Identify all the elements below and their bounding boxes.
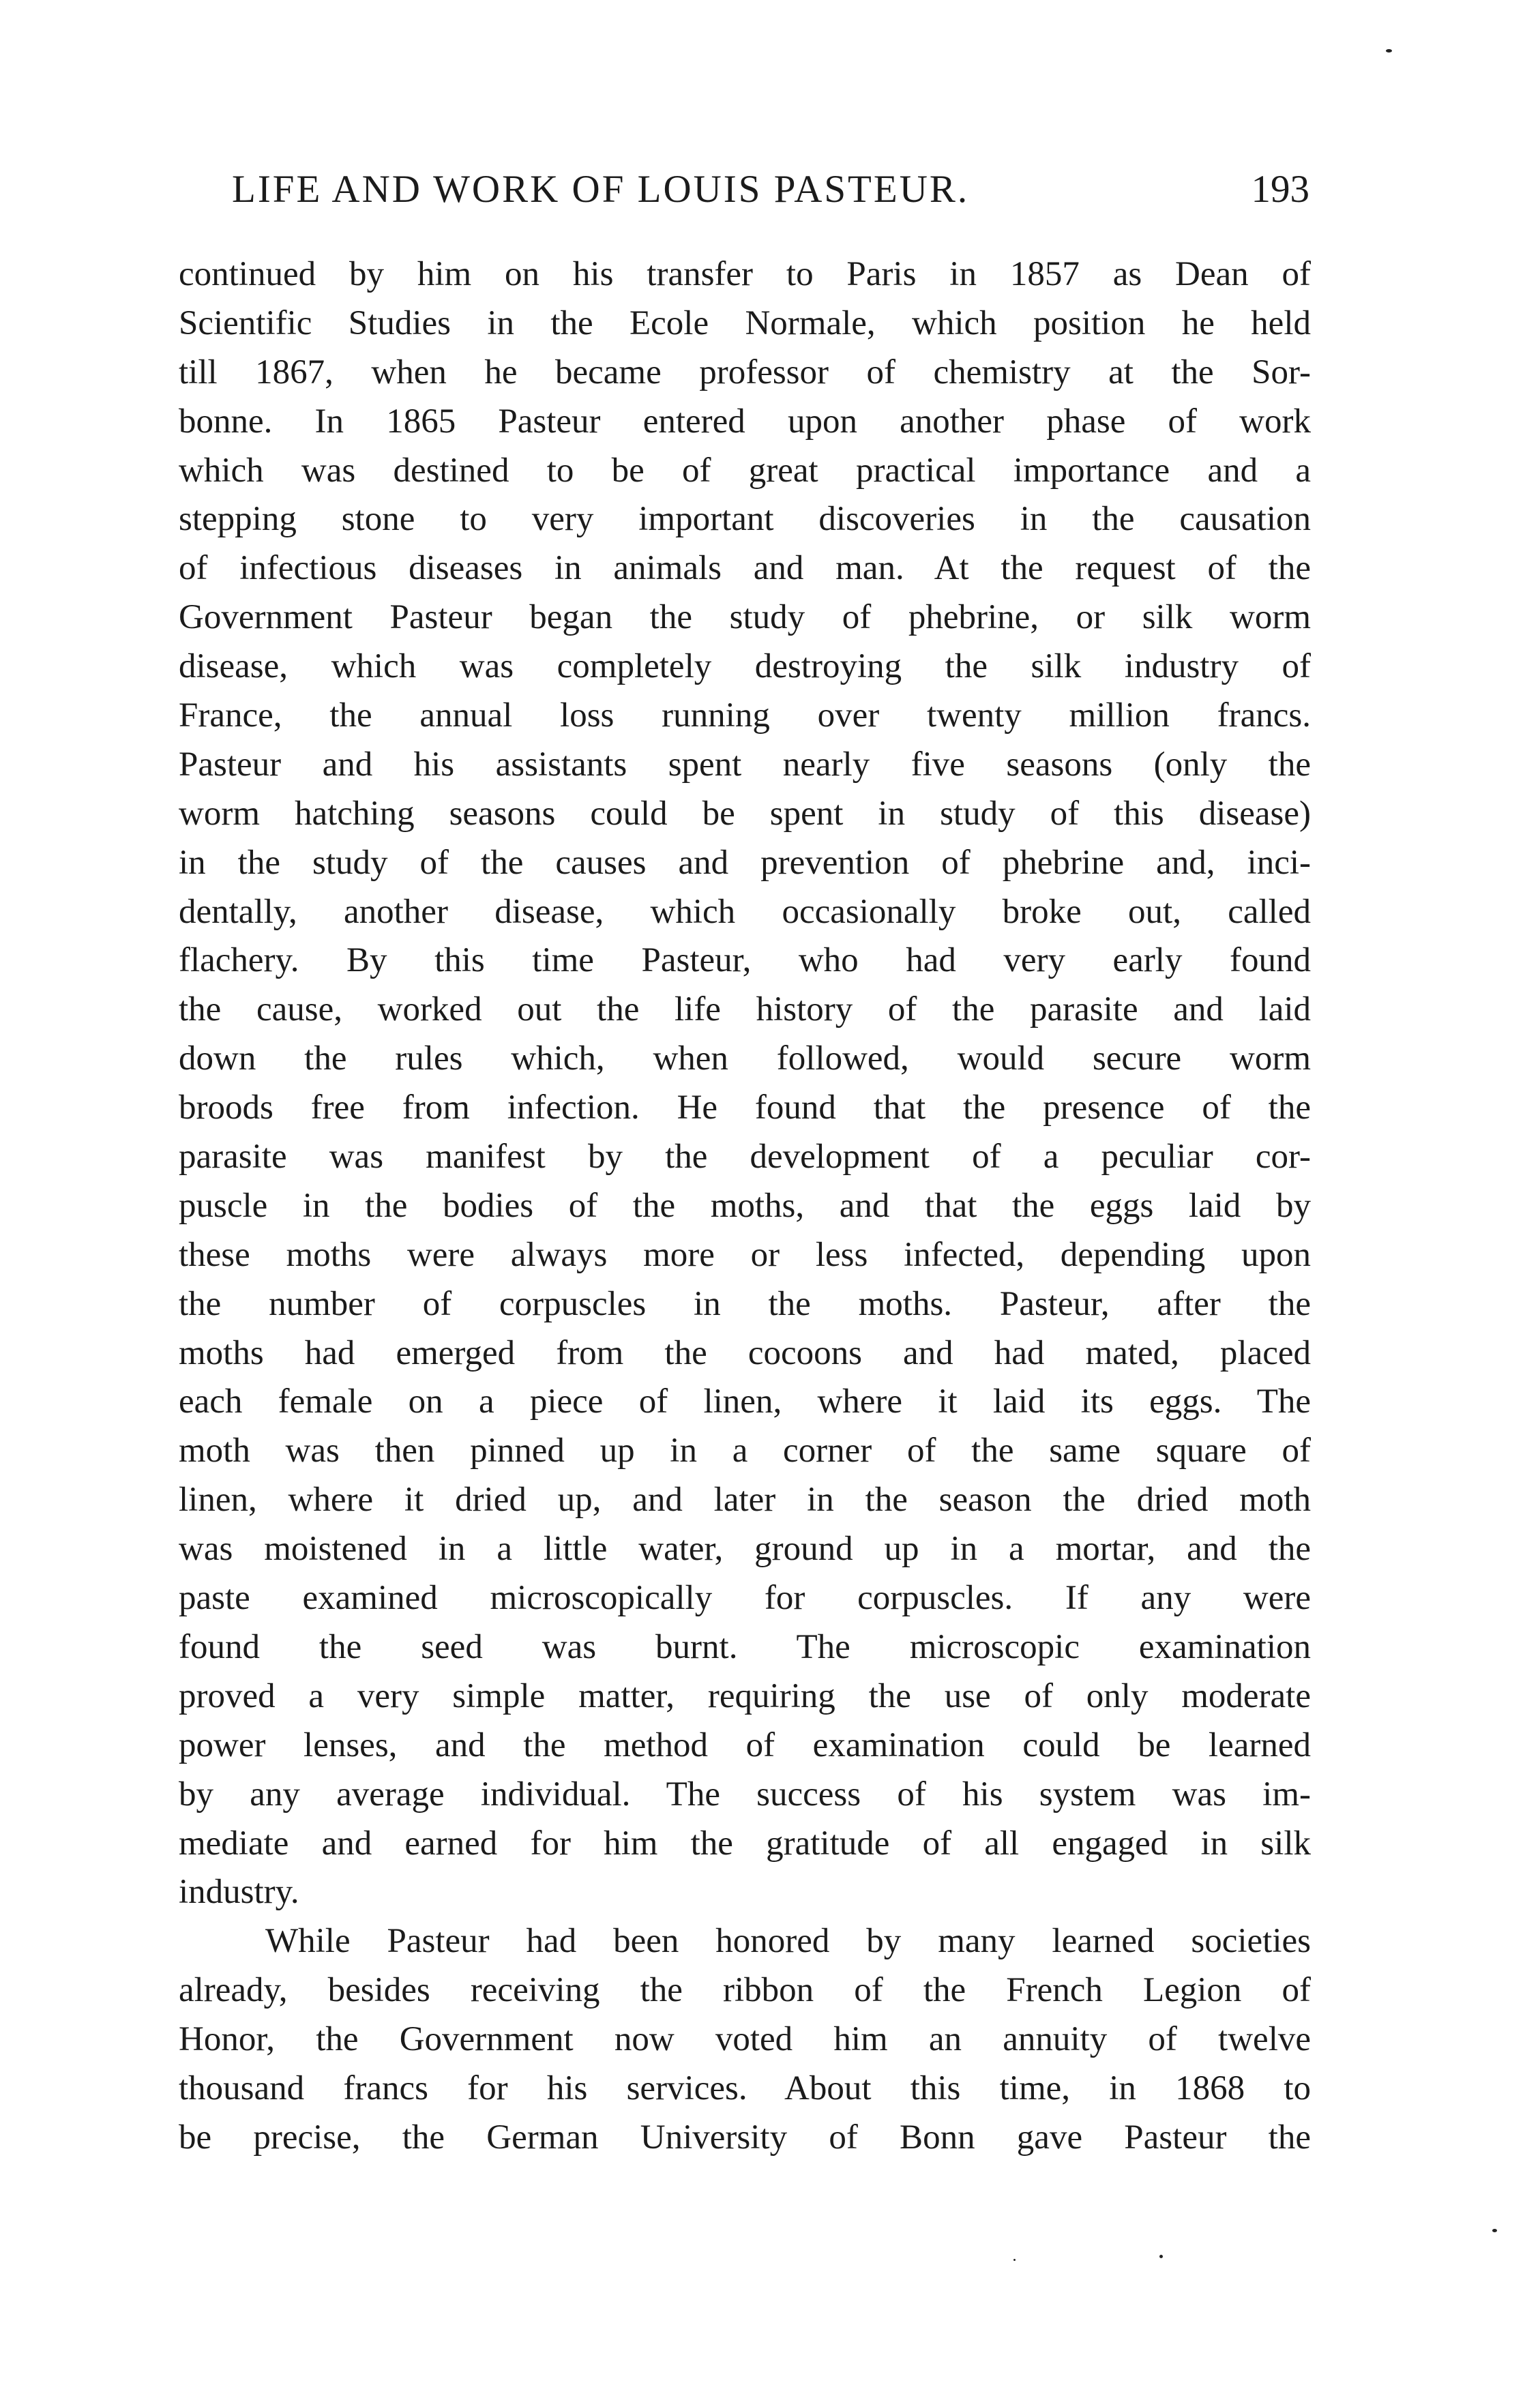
- text-line: by any average individual. The success of his system was im-: [179, 1775, 1311, 1814]
- text-line: found the seed was burnt. The microscopic examination: [179, 1627, 1311, 1666]
- page-number: 193: [1251, 168, 1309, 211]
- text-line: proved a very simple matter, requiring the use of only moderate: [179, 1676, 1311, 1715]
- text-line: moth was then pinned up in a corner of the same square of: [179, 1432, 1311, 1470]
- text-line: disease, which was completely destroying the silk industry of: [179, 647, 1311, 686]
- text-line: flachery. By this time Pasteur, who had very early found: [179, 941, 1311, 980]
- scan-speck: [1492, 2229, 1497, 2232]
- text-line: power lenses, and the method of examination could be learned: [179, 1726, 1311, 1764]
- text-line: Pasteur and his assistants spent nearly five seasons (only the: [179, 745, 1311, 784]
- text-line: of infectious diseases in animals and man. At the request of the: [179, 549, 1311, 588]
- text-line: parasite was manifest by the development of a peculiar cor-: [179, 1138, 1311, 1176]
- text-line: bonne. In 1865 Pasteur entered upon another phase of work: [179, 402, 1311, 441]
- text-line: industry.: [179, 1873, 299, 1912]
- text-line: already, besides receiving the ribbon of the French Legion of: [179, 1971, 1311, 2010]
- body-text: [179, 250, 1311, 2163]
- scan-speck: [1386, 49, 1392, 53]
- text-line: broods free from infection. He found that the presence of the: [179, 1089, 1311, 1127]
- text-line: the number of corpuscles in the moths. Pasteur, after the: [179, 1284, 1311, 1323]
- text-line: down the rules which, when followed, would secure worm: [179, 1039, 1311, 1078]
- text-line: till 1867, when he became professor of chemistry at the Sor-: [179, 353, 1311, 391]
- text-line: the cause, worked out the life history of the parasite and laid: [179, 990, 1311, 1029]
- text-line: be precise, the German University of Bonn gave Pasteur the: [179, 2118, 1311, 2157]
- paragraph-2: [179, 1917, 1311, 2162]
- text-line: in the study of the causes and prevention of phebrine and, inci-: [179, 843, 1311, 882]
- text-line: thousand francs for his services. About this time, in 1868 to: [179, 2069, 1311, 2107]
- text-line: Honor, the Government now voted him an annuity of twelve: [179, 2020, 1311, 2059]
- running-header: [232, 162, 1309, 217]
- text-line: linen, where it dried up, and later in the season the dried moth: [179, 1481, 1311, 1520]
- text-line: puscle in the bodies of the moths, and that the eggs laid by: [179, 1186, 1311, 1225]
- text-line: Government Pasteur began the study of phebrine, or silk worm: [179, 598, 1311, 637]
- text-line: worm hatching seasons could be spent in study of this disease): [179, 794, 1311, 833]
- paragraph-1: [179, 250, 1311, 1917]
- scan-speck: [1013, 2259, 1016, 2261]
- text-line: moths had emerged from the cocoons and had mated, placed: [179, 1333, 1311, 1372]
- running-header-title: LIFE AND WORK OF LOUIS PASTEUR.: [232, 168, 970, 211]
- text-line: which was destined to be of great practical importance and a: [179, 451, 1311, 490]
- scan-speck: [1159, 2255, 1163, 2258]
- text-line: While Pasteur had been honored by many learned societies: [265, 1922, 1311, 1961]
- text-line: mediate and earned for him the gratitude of all engaged in silk: [179, 1824, 1311, 1863]
- text-line: continued by him on his transfer to Paris in 1857 as Dean of: [179, 255, 1311, 293]
- text-line: stepping stone to very important discoveries in the causation: [179, 500, 1311, 539]
- text-line: each female on a piece of linen, where it laid its eggs. The: [179, 1382, 1311, 1421]
- text-line: Scientific Studies in the Ecole Normale, which position he held: [179, 304, 1311, 342]
- text-line: dentally, another disease, which occasionally broke out, called: [179, 892, 1311, 931]
- text-line: these moths were always more or less infected, depending upon: [179, 1235, 1311, 1274]
- text-line: France, the annual loss running over twenty million francs.: [179, 696, 1311, 735]
- text-line: was moistened in a little water, ground up in a mortar, and the: [179, 1530, 1311, 1569]
- text-line: paste examined microscopically for corpuscles. If any were: [179, 1579, 1311, 1618]
